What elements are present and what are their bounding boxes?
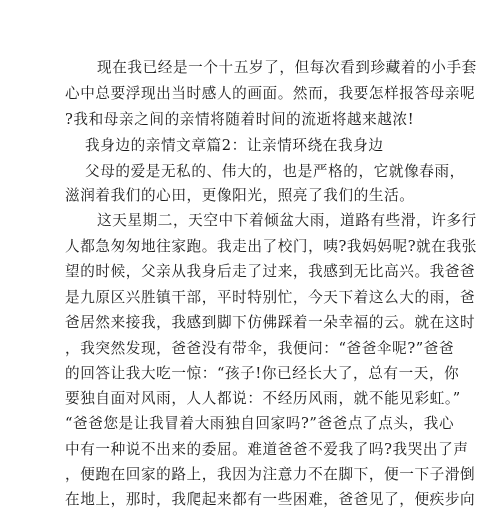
text-line-17: ，便跑在回家的路上，我因为注意力不在脚下，便一下子滑倒: [65, 466, 476, 483]
article-heading: 我身边的亲情文章篇2：让亲情环绕在我身边: [85, 137, 384, 154]
text-line-11: 爸居然来接我，我感到脚下仿佛踩着一朵幸福的云。就在这时: [65, 314, 476, 331]
text-line-14: 要独自面对风雨，人人都说：不经历风雨，就不能见彩虹。”: [65, 390, 461, 407]
text-line-16: 中有一种说不出来的委屈。难道爸爸不爱我了吗?我哭出了声: [65, 441, 469, 458]
text-line-1: 现在我已经是一个十五岁了，但每次看到珍藏着的小手套: [97, 59, 477, 76]
text-line-18: 在地上，那时，我爬起来都有一些困难，爸爸见了，便疾步向: [65, 491, 476, 508]
text-line-3: ?我和母亲之间的亲情将随着时间的流逝将越来越浓!: [65, 111, 415, 128]
text-line-12: ，我突然发现，爸爸没有带伞，我便问：“爸爸伞呢?”爸爸: [65, 340, 455, 357]
text-line-13: 的回答让我大吃一惊：“孩子!你已经长大了，总有一天，你: [65, 365, 460, 382]
text-line-7: 这天星期二，天空中下着倾盆大雨，道路有些滑，许多行: [97, 212, 477, 229]
text-line-10: 是九原区兴胜镇干部，平时特别忙，今天下着这么大的雨，爸: [65, 289, 476, 306]
text-line-2: 心中总要浮现出当时感人的画面。然而，我要怎样报答母亲呢: [65, 85, 476, 102]
text-line-8: 人都急匆匆地往家跑。我走出了校门，咦?我妈妈呢?就在我张: [65, 238, 477, 255]
text-line-6: 滋润着我们的心田，更像阳光，照亮了我们的生活。: [65, 187, 415, 204]
text-line-5: 父母的爱是无私的、伟大的，也是严格的，它就像春雨，: [85, 163, 465, 180]
text-line-9: 望的时候，父亲从我身后走了过来，我感到无比高兴。我爸爸: [65, 263, 476, 280]
text-line-15: “爸爸您是让我冒着大雨独自回家吗?”爸爸点了点头，我心: [65, 415, 455, 432]
